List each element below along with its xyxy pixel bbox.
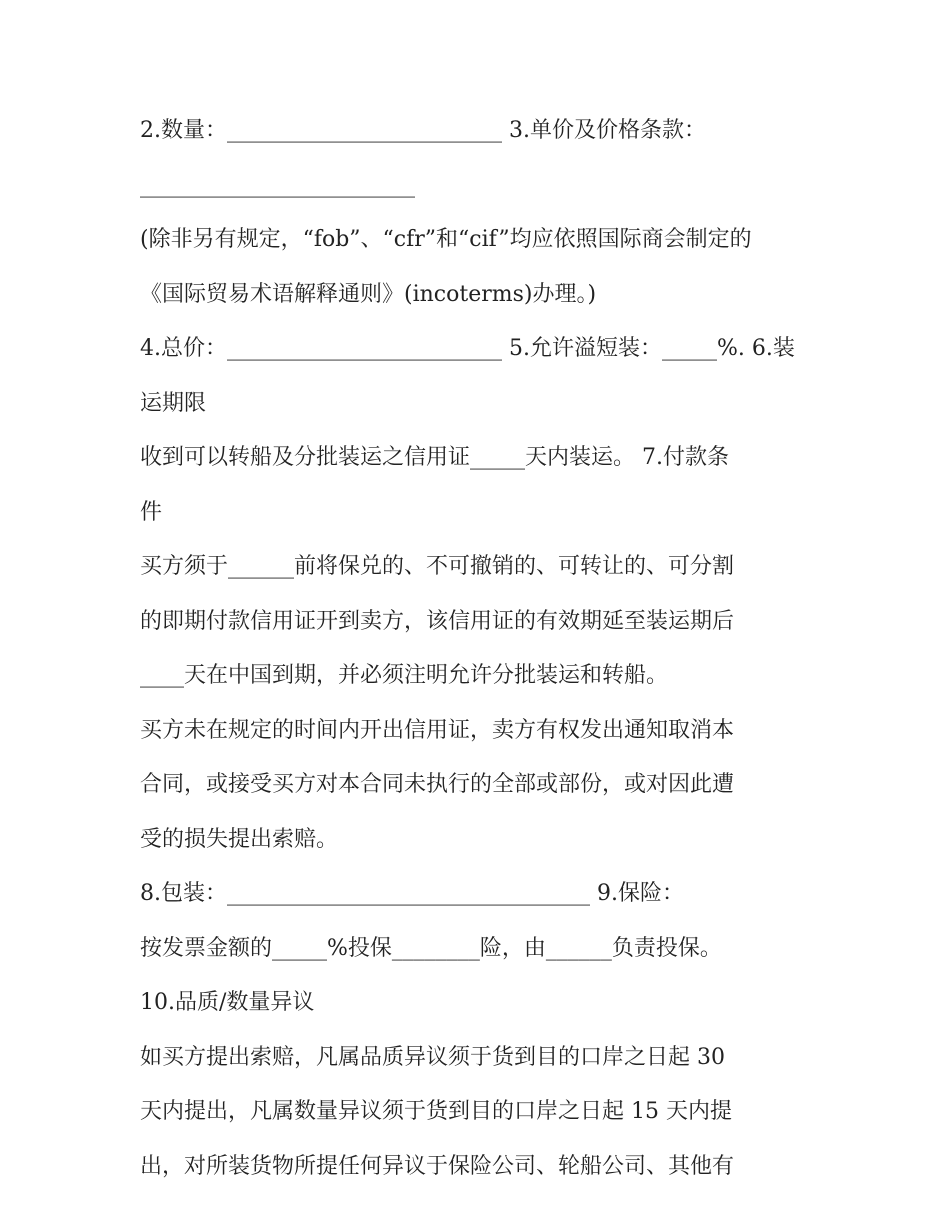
text-line: 《国际贸易术语解释通则》(incoterms)办理。): [140, 281, 597, 307]
text-line: 买方须于______前将保兑的、不可撤销的、可转让的、可分割: [140, 554, 735, 579]
text-line: 按发票金额的_____%投保________险，由______负责投保。: [140, 935, 722, 961]
text-line: 10.品质/数量异议: [140, 990, 315, 1015]
text-line: 天内提出，凡属数量异议须于货到目的口岸之日起 15 天内提: [140, 1099, 732, 1124]
text-line: 运期限: [140, 390, 207, 416]
text-line: 受的损失提出索赔。: [140, 826, 339, 852]
text-line: 2.数量：_________________________ 3.单价及价格条款：: [140, 118, 706, 143]
text-line: 合同，或接受买方对本合同未执行的全部或部份，或对因此遭: [140, 772, 735, 797]
text-line: 买方未在规定的时间内开出信用证，卖方有权发出通知取消本: [140, 717, 735, 743]
text-line: (除非另有规定，“fob”、“cfr”和“cif”均应依照国际商会制定的: [140, 227, 752, 252]
text-line: 4.总价：_________________________ 5.允许溢短装：_____%. 6.装: [140, 336, 795, 361]
text-line: 出，对所装货物所提任何异议于保险公司、轮船公司、其他有: [140, 1153, 735, 1179]
text-line: 8.包装：_________________________________ 9.保险：: [140, 881, 684, 906]
text-line: 件: [140, 499, 163, 525]
text-line: _________________________: [140, 172, 415, 198]
text-line: 的即期付款信用证开到卖方，该信用证的有效期延至装运期后: [140, 608, 735, 634]
text-line: 如买方提出索赔，凡属品质异议须于货到目的口岸之日起 30: [140, 1044, 725, 1070]
text-line: 收到可以转船及分批装运之信用证_____天内装运。 7.付款条: [140, 445, 729, 470]
document-body: [140, 104, 820, 1194]
text-line: ____天在中国到期，并必须注明允许分批装运和转船。: [140, 663, 669, 688]
